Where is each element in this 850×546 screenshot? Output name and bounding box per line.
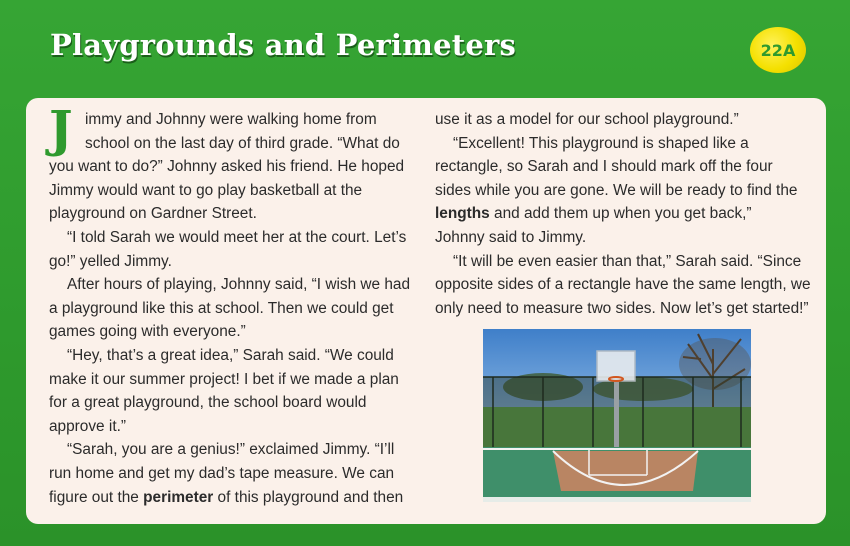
story-line: go!” yelled Jimmy. [49, 252, 172, 270]
story-line: school on the last day of third grade. “What do [85, 134, 400, 152]
story-line: opposite sides of a rectangle have the same length, we [435, 276, 811, 294]
story-text: of this playground and then [213, 488, 404, 506]
story-line: Johnny said to Jimmy. [435, 228, 587, 246]
story-line: sides while you are gone. We will be ready to find the [435, 181, 798, 199]
story-column-left [49, 108, 421, 509]
vocab-term-lengths: lengths [435, 205, 490, 223]
story-line: After hours of playing, Johnny said, “I wish we had [67, 276, 411, 294]
story-line: playground on Gardner Street. [49, 205, 257, 223]
story-text: and add them up when you get back,” [489, 205, 752, 223]
story-line: “I told Sarah we would meet her at the court. Let’s [67, 228, 407, 246]
basketball-court-photo [483, 329, 751, 502]
story-line: “Sarah, you are a genius!” exclaimed Jimmy. “I’ll [67, 441, 395, 459]
page-title: Playgrounds and Perimeters [50, 28, 517, 62]
page-badge: 22A [750, 27, 806, 73]
story-line: make it our summer project! I bet if we made a plan [49, 370, 399, 388]
story-line: immy and Johnny were walking home from [85, 111, 377, 128]
story-line: for a great playground, the school board would [49, 394, 367, 412]
story-line: “Excellent! This playground is shaped like a [453, 134, 749, 152]
story-line: only need to measure two sides. Now let’s get started!” [435, 299, 809, 317]
story-line: Jimmy would want to go play basketball at the [49, 181, 363, 199]
story-line: run home and get my dad’s tape measure. We can [49, 464, 395, 482]
story-line: “It will be even easier than that,” Sarah said. “Since [453, 252, 802, 270]
story-line [435, 202, 807, 226]
story-line: rectangle, so Sarah and I should mark off the four [435, 158, 773, 176]
story-line: use it as a model for our school playground.” [435, 111, 739, 128]
story-line: a playground like this at school. Then we could get [49, 299, 394, 317]
story-line: you want to do?” Johnny asked his friend. He hoped [49, 158, 405, 176]
story-line [49, 486, 421, 510]
story-text: figure out the [49, 488, 144, 506]
story-line: approve it.” [49, 417, 126, 435]
drop-cap: J [49, 99, 73, 158]
vocab-term-perimeter: perimeter [143, 488, 214, 506]
story-line: games going with everyone.” [49, 323, 246, 341]
story-column-right [435, 108, 811, 320]
story-line: “Hey, that’s a great idea,” Sarah said. “We could [67, 346, 394, 364]
